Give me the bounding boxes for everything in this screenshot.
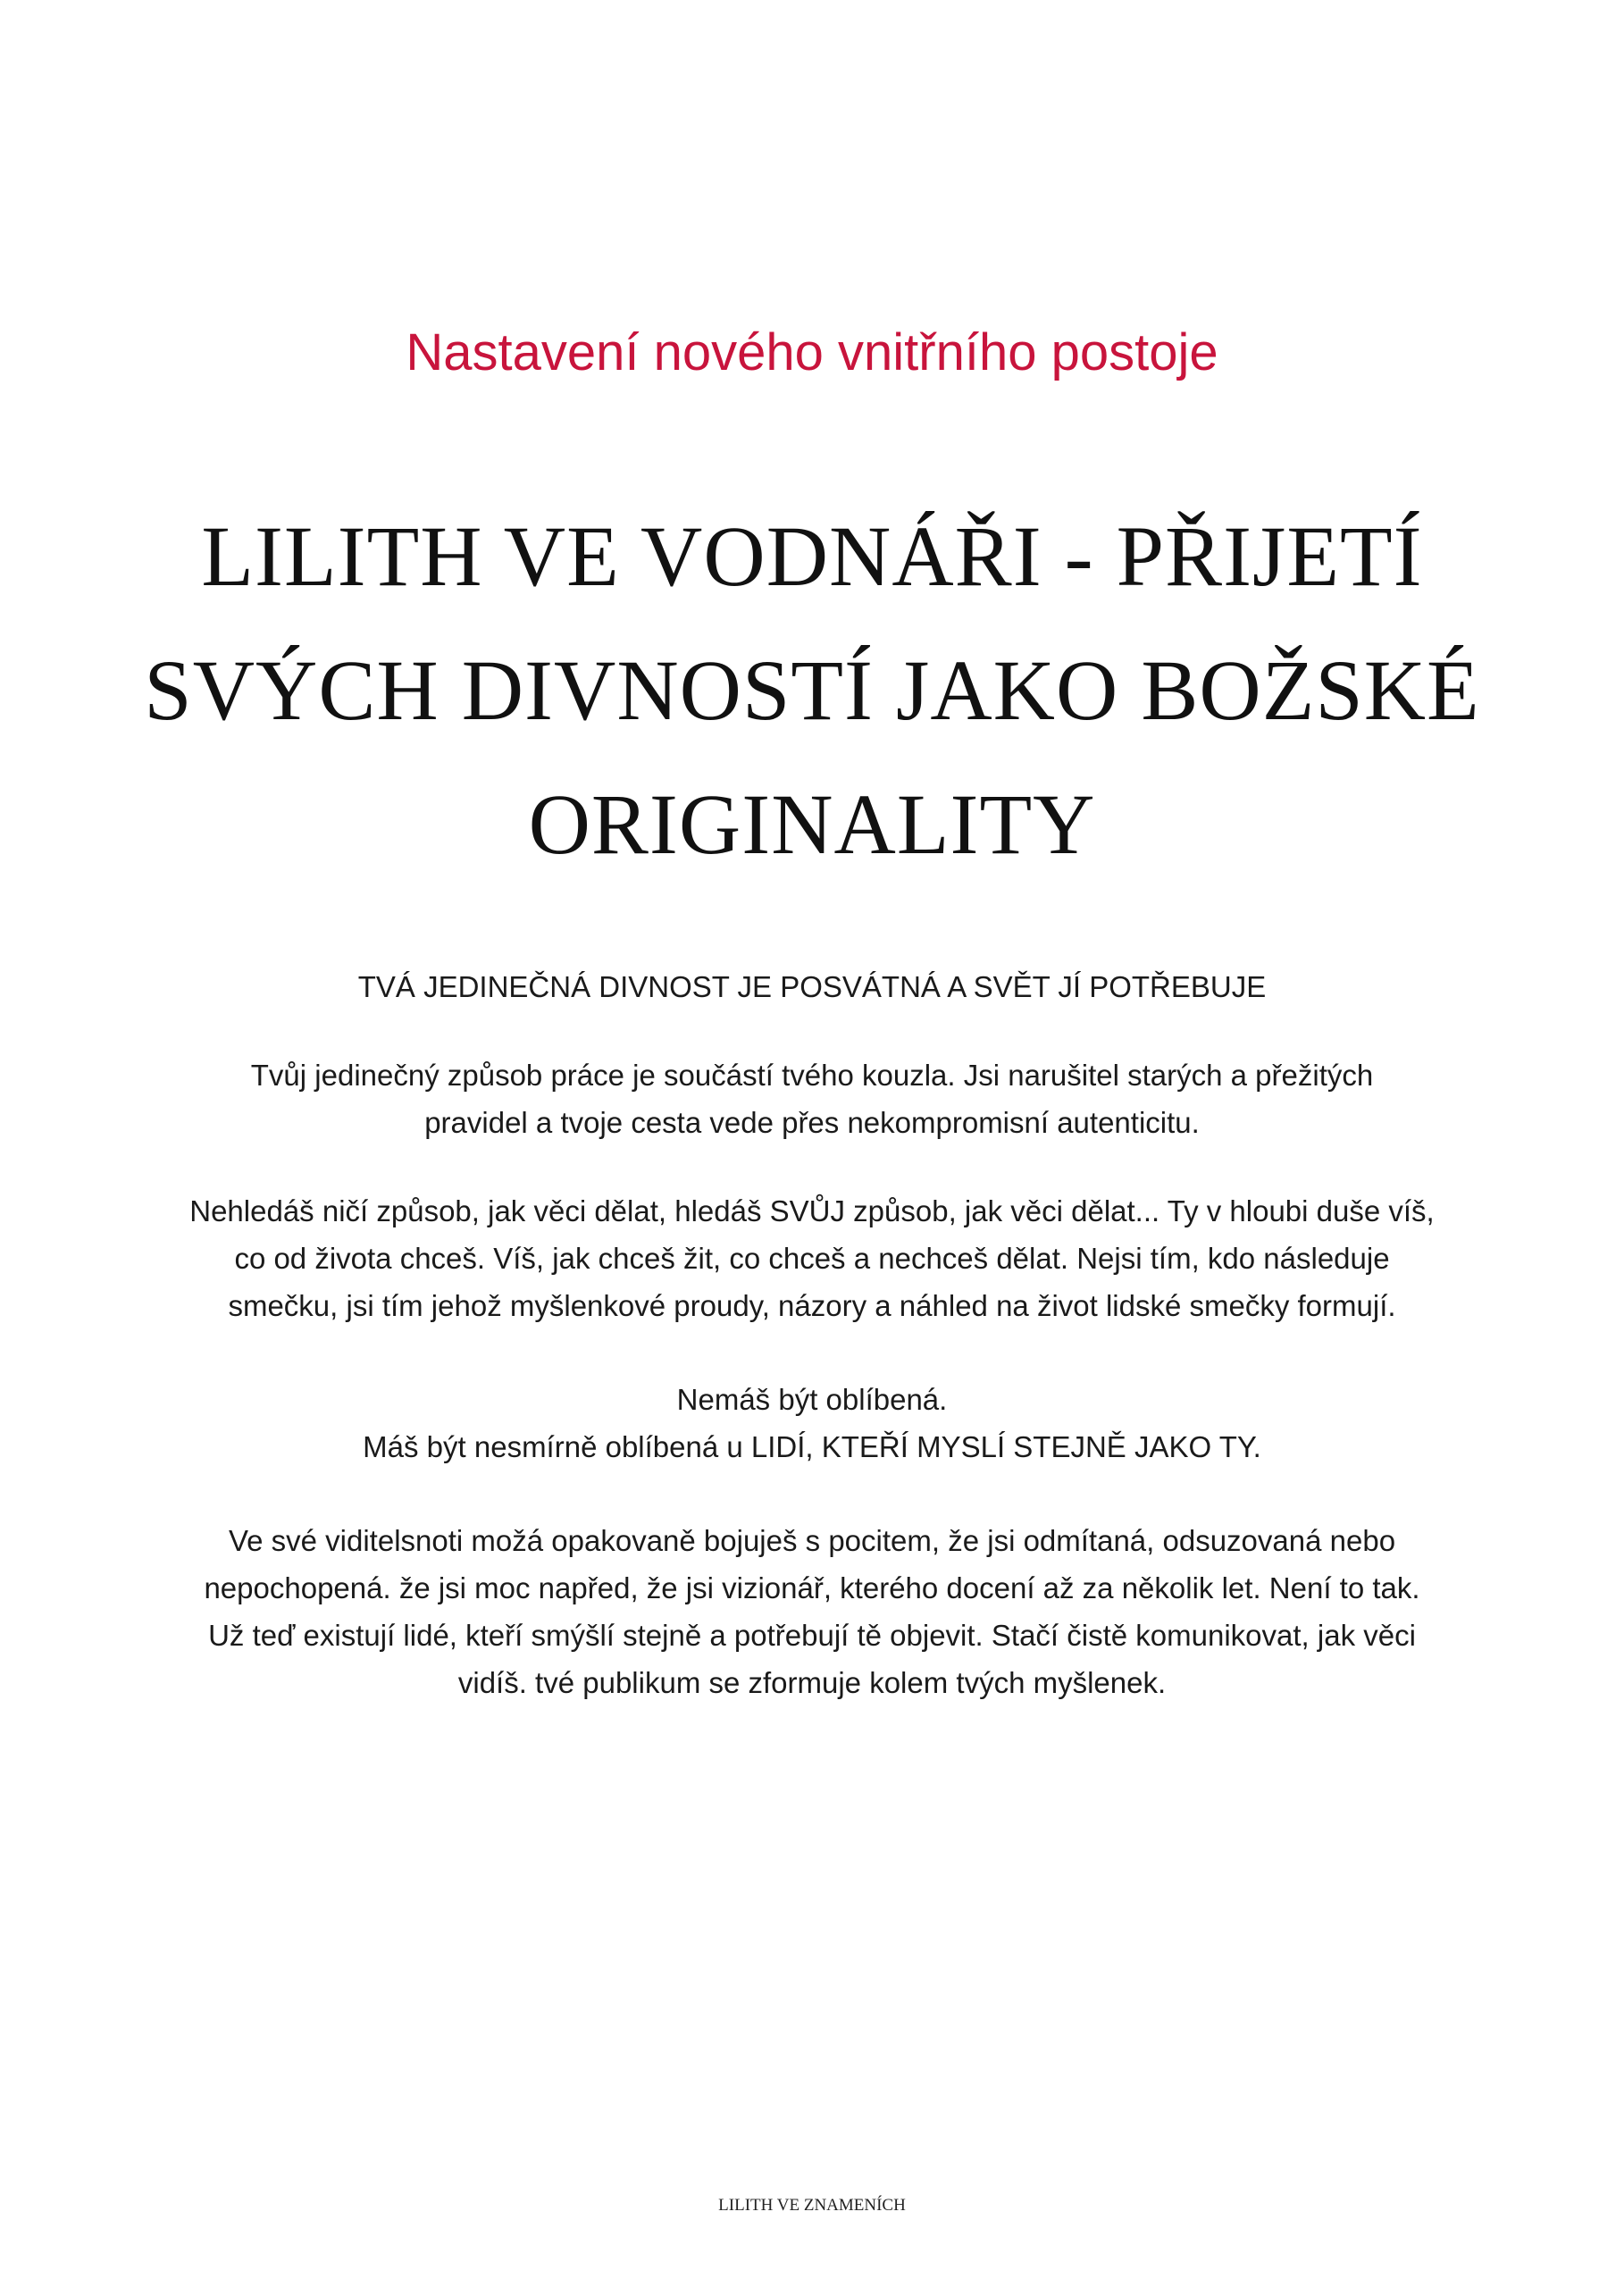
paragraph-4-line-4: vidíš. tvé publikum se zformuje kolem tvých myšlenek. xyxy=(457,1666,1167,1699)
paragraph-1-line-1: Tvůj jedinečný způsob práce je součástí tvého kouzla. Jsi narušitel starých a přežitých xyxy=(250,1059,1374,1092)
paragraph-3-line-2: Máš být nesmírně oblíbená u LIDÍ, KTEŘÍ MYSLÍ STEJNĚ JAKO TY. xyxy=(363,1430,1261,1463)
body-text xyxy=(98,963,1526,1753)
title-line-1: LILITH VE VODNÁŘI - PŘIJETÍ xyxy=(201,508,1423,604)
paragraph-4-line-1: Ve své viditelsnoti možá opakovaně bojuješ s pocitem, že jsi odmítaná, odsuzovaná nebo xyxy=(228,1524,1396,1557)
page-footer: LILITH VE ZNAMENÍCH xyxy=(718,2196,906,2215)
paragraph-2-line-1: Nehledáš ničí způsob, jak věci dělat, hledáš SVŮJ způsob, jak věci dělat... Ty v hloubi duše víš, xyxy=(189,1194,1435,1227)
paragraph-3-line-1: Nemáš být oblíbená. xyxy=(676,1383,948,1416)
paragraph-2-line-2: co od života chceš. Víš, jak chceš žit, co chceš a nechceš dělat. Nejsi tím, kdo následuje xyxy=(234,1242,1390,1275)
section-heading: TVÁ JEDINEČNÁ DIVNOST JE POSVÁTNÁ A SVĚT JÍ POTŘEBUJE xyxy=(357,970,1267,1003)
title-line-2: SVÝCH DIVNOSTÍ JAKO BOŽSKÉ xyxy=(144,642,1480,738)
paragraph-2-line-3: smečku, jsi tím jehož myšlenkové proudy, názory a náhled na život lidské smečky formují. xyxy=(228,1289,1396,1322)
page-title xyxy=(125,490,1499,892)
paragraph-3 xyxy=(98,1376,1526,1470)
paragraph-2 xyxy=(98,1187,1526,1329)
paragraph-4 xyxy=(98,1517,1526,1706)
page-subtitle: Nastavení nového vnitřního postoje xyxy=(406,323,1218,381)
paragraph-1-line-2: pravidel a tvoje cesta vede přes nekompromisní autenticitu. xyxy=(424,1106,1200,1139)
title-line-3: ORIGINALITY xyxy=(528,776,1096,872)
paragraph-4-line-3: Už teď existují lidé, kteří smýšlí stejně a potřebují tě objevit. Stačí čistě komunikovat, jak věci xyxy=(208,1619,1416,1652)
paragraph-1 xyxy=(98,1051,1526,1146)
paragraph-4-line-2: nepochopená. že jsi moc napřed, že jsi vizionář, kterého docení až za několik let. Není to tak. xyxy=(204,1571,1420,1604)
